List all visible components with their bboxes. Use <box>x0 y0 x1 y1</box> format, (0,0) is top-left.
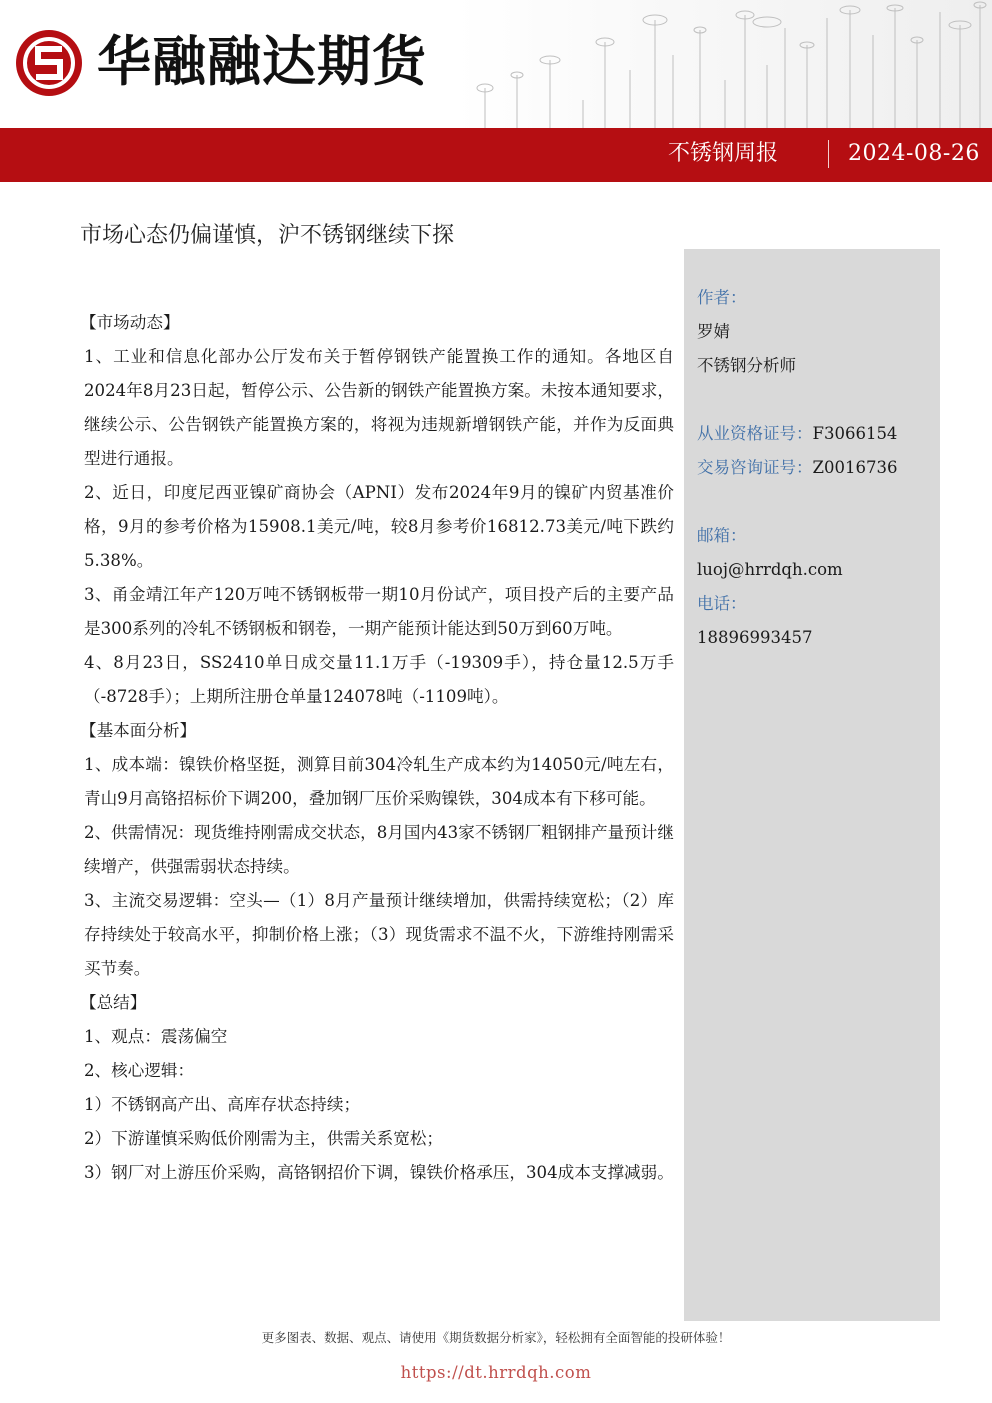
section-title: 【基本面分析】 <box>80 721 197 740</box>
phone-value: 18896993457 <box>697 628 813 647</box>
paragraph: 2、近日，印度尼西亚镍矿商协会（APNI）发布2024年9月的镍矿内贸基准价格，9月的参考价格为15908.1美元/吨，较8月参考价16812.73美元/吨下跌约5.38%。 <box>84 483 674 570</box>
decorative-pattern <box>455 0 992 128</box>
title-divider <box>828 140 829 168</box>
paragraph: 1、观点：震荡偏空 <box>84 1027 228 1046</box>
paragraph: 3、主流交易逻辑：空头—（1）8月产量预计继续增加，供需持续宽松；（2）库存持续处于较高水平，抑制价格上涨；（3）现货需求不温不火，下游维持刚需采买节奏。 <box>84 891 674 978</box>
section-title: 【总结】 <box>80 993 147 1012</box>
report-header <box>0 0 992 128</box>
spacer <box>697 383 935 417</box>
cert-row <box>697 417 935 451</box>
footer-note: 更多图表、数据、观点、请使用《期货数据分析家》，轻松拥有全面智能的投研体验！ <box>261 1330 731 1345</box>
consult-label: 交易咨询证号： <box>697 458 813 477</box>
report-type: 不锈钢周报 <box>668 141 779 166</box>
report-headline: 市场心态仍偏谨慎，沪不锈钢继续下探 <box>80 223 455 248</box>
report-date: 2024-08-26 <box>848 141 980 166</box>
paragraph: 1、成本端：镍铁价格坚挺，测算目前304冷轧生产成本约为14050元/吨左右，青山9月高铬招标价下调200，叠加钢厂压价采购镍铁，304成本有下移可能。 <box>84 755 674 808</box>
author-name: 罗婧 <box>697 322 730 341</box>
phone-label: 电话： <box>697 594 747 613</box>
paragraph: 1）不锈钢高产出、高库存状态持续； <box>84 1095 361 1114</box>
author-label: 作者： <box>697 288 747 307</box>
paragraph: 2、供需情况：现货维持刚需成交状态，8月国内43家不锈钢厂粗钢排产量预计继续增产，供强需弱状态持续。 <box>84 823 674 876</box>
report-title-bar <box>0 128 992 182</box>
cert-value: F3066154 <box>812 424 898 443</box>
main-content <box>80 306 674 1190</box>
paragraph: 3、甬金靖江年产120万吨不锈钢板带一期10月份试产，项目投产后的主要产品是300系列的冷轧不锈钢板和钢卷，一期产能预计能达到50万到60万吨。 <box>84 585 674 638</box>
footer-link[interactable]: https://dt.hrrdqh.com <box>400 1363 592 1382</box>
paragraph: 3）钢厂对上游压价采购，高铬钢招价下调，镍铁价格承压，304成本支撑减弱。 <box>84 1163 674 1182</box>
section-title: 【市场动态】 <box>80 313 180 332</box>
brand-name: 华融融达期货 <box>97 30 427 93</box>
paragraph: 2、核心逻辑： <box>84 1061 195 1080</box>
consult-value: Z0016736 <box>812 458 898 477</box>
paragraph: 4、8月23日，SS2410单日成交量11.1万手（-19309手），持仓量12.5万手（-8728手）；上期所注册仓单量124078吨（-1109吨）。 <box>84 653 674 706</box>
author-title: 不锈钢分析师 <box>697 356 796 375</box>
author-sidebar <box>684 249 940 1321</box>
email-value[interactable]: luoj@hrrdqh.com <box>697 560 843 579</box>
paragraph: 1、工业和信息化部办公厅发布关于暂停钢铁产能置换工作的通知。各地区自2024年8月23日起，暂停公示、公告新的钢铁产能置换方案。未按本通知要求，继续公示、公告钢铁产能置换方案的，将视为违规新增钢铁产能，并作为反面典型进行通报。 <box>84 347 674 468</box>
cert-label: 从业资格证号： <box>697 424 813 443</box>
paragraph: 2）下游谨慎采购低价刚需为主，供需关系宽松； <box>84 1129 444 1148</box>
consult-row <box>697 451 935 485</box>
spacer <box>697 485 935 519</box>
company-logo <box>14 22 84 104</box>
email-label: 邮箱： <box>697 526 747 545</box>
